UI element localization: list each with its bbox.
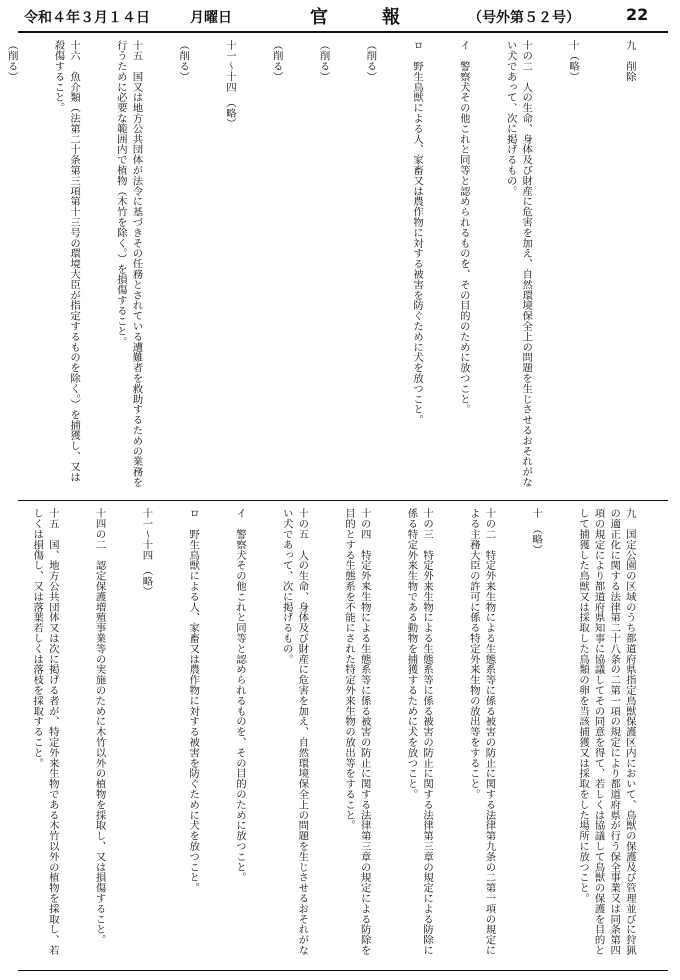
clause-paragraph: 十一～十四 （略） (223, 40, 236, 129)
clause-paragraph: （削る） (177, 40, 190, 82)
clause-paragraph: 十の二 人の生命、身体及び財産に危害を加え、自然環境保全上の問題を生じさせるおそれがない犬であって、次に掲げるもの。 (504, 40, 533, 488)
clause-paragraph: 十（略） (567, 40, 580, 82)
clause-paragraph: イ 警察犬その他これと同等と認められるものを、その目的のために放つこと。 (233, 508, 246, 883)
upper-text-column (5, 40, 668, 492)
clause-paragraph: イ 警察犬その他これと同等と認められるものを、その目的のために放つこと。 (457, 40, 470, 415)
clause-paragraph: 十 （略） (530, 508, 543, 555)
lower-section-new-text (18, 508, 668, 963)
clause-paragraph: 九 削除 (623, 40, 636, 82)
clause-paragraph: （削る） (270, 40, 283, 82)
issue-date: 令和４年３月１４日 (24, 10, 150, 26)
clause-paragraph: 十六 魚介類（法第二十条第三項第十三号の環境大臣が指定するものを除く。）を捕獲し、又は殺傷すること。 (52, 40, 81, 482)
clause-paragraph: 十四の二 認定保護増殖事業等の実施のために木竹以外の植物を採取し、又は損傷すること。 (93, 508, 106, 945)
clause-paragraph: （削る） (364, 40, 377, 82)
issue-weekday: 月曜日 (190, 10, 232, 26)
clause-paragraph: 十五 国又は地方公共団体が法令に基づきその任務とされている遭難者を救助するための業務を行うために必要な範囲内で植物（木竹を除く。）を損傷すること。 (114, 40, 143, 488)
clause-paragraph: （削る） (317, 40, 330, 82)
extra-issue-number: （号外第５２号） (468, 10, 580, 26)
clause-paragraph: 十の二 特定外来生物による生態系等に係る被害の防止に関する法律第九条の二第一項の規定による主務大臣の許可に係る特定外来生物の放出等をすること。 (467, 508, 496, 956)
clause-paragraph: 十の五 人の生命、身体及び財産に危害を加え、自然環境保全上の問題を生じさせるおそれがない犬であって、次に掲げるもの。 (280, 508, 309, 956)
footer-rule (18, 970, 668, 971)
gazette-title: 官 報 (310, 7, 418, 28)
clause-paragraph: （削る） (5, 40, 18, 82)
clause-paragraph: 十の四 特定外来生物による生態系等に係る被害の防止に関する法律第三章の規定による防除を目的とする生態系を不能にされた特定外来生物の放出等をすること。 (343, 508, 371, 956)
clause-paragraph: 十五 国、地方公共団体又は次に掲げる者が、特定外来生物である木竹以外の植物を採取し、若しくは損傷し、又は落葉若しくは落枝を採取すること。 (31, 508, 59, 956)
upper-section-old-text (5, 40, 668, 492)
clause-paragraph: 十の三 特定外来生物による生態系等に係る被害の防止に関する法律第三章の規定による防除に係る特定外来生物である動物を捕獲するために犬を放つこと。 (405, 508, 434, 956)
page-number: 22 (626, 5, 649, 24)
clause-paragraph: 十一～十四 （略） (140, 508, 153, 597)
clause-paragraph: ロ 野生鳥獣による人、家畜又は農作物に対する被害を防ぐために犬を放つこと。 (187, 508, 200, 893)
header-rule (18, 31, 668, 33)
clause-paragraph: ロ 野生鳥獣による人、家畜又は農作物に対する被害を防ぐために犬を放つこと。 (411, 40, 424, 425)
clause-paragraph: 九 国定公園の区域のうち都道府県指定鳥獣保護区内において、鳥獣の保護及び管理並びに狩猟の適正化に関する法律第二十八条の二第一項の規定により都道府県が行う保全事業又は同条第四項の規定により都道府県知事に協議してその同意を得て、若しくは協議して鳥獣の保護を目的として捕獲した鳥獣又は採取した鳥類の卵を当該捕獲又は採取をした場所に放つこと。 (577, 508, 636, 956)
lower-text-column (18, 508, 668, 963)
section-divider (18, 500, 668, 501)
page-header (0, 0, 680, 34)
